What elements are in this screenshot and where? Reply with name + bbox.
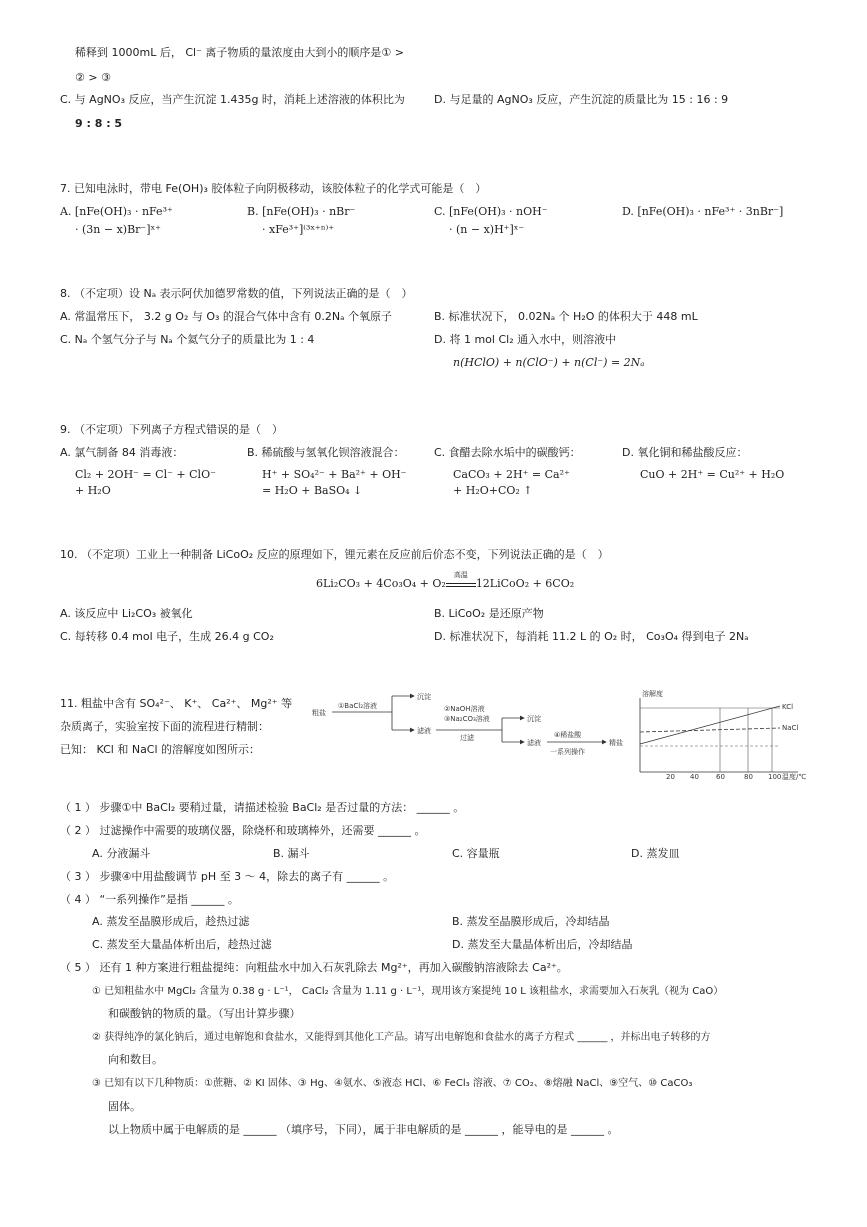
- flow-precip1: 沉淀: [417, 693, 431, 701]
- q10-option-b: B. LiCoO₂ 是还原产物: [434, 607, 544, 620]
- q10-equation-left: 6Li₂CO₃ + 4Co₃O₄ + O₂: [316, 577, 446, 590]
- q11-part5-item2-line2: 向和数目。: [108, 1053, 163, 1066]
- graph-xtick-3: 60: [716, 773, 725, 781]
- graph-xtick-2: 40: [690, 773, 699, 781]
- q11-part4: （ 4 ） “一系列操作”是指 ______ 。: [60, 893, 239, 906]
- q9-option-c-line1: C. 食醋去除水垢中的碳酸钙：: [434, 446, 581, 459]
- q7-option-b-line2: · xFe³⁺]⁽³ˣ⁺ⁿ⁾⁺: [262, 223, 335, 236]
- q6-option-b-line2: ② > ③: [75, 71, 111, 84]
- graph-xtick-1: 20: [666, 773, 675, 781]
- q9-option-c-line3: + H₂O+CO₂ ↑: [453, 484, 533, 497]
- solubility-graph: [630, 688, 810, 780]
- q11-part4-option-d: D. 蒸发至大量晶体析出后，冷却结晶: [452, 938, 633, 951]
- q6-option-c: C. 与 AgNO₃ 反应，当产生沉淀 1.435g 时，消耗上述溶液的体积比为: [60, 93, 405, 106]
- q8-stem: 8. （不定项）设 Nₐ 表示阿伏加德罗常数的值，下列说法正确的是（ ）: [60, 287, 413, 300]
- q8-option-b: B. 标准状况下， 0.02Nₐ 个 H₂O 的体积大于 448 mL: [434, 310, 698, 323]
- q8-option-d-line2: n(HClO) + n(ClO⁻) + n(Cl⁻) = 2Nₐ: [453, 356, 645, 369]
- graph-xtick-5: 100: [768, 773, 782, 781]
- q11-part5-item1-line1: ① 已知粗盐水中 MgCl₂ 含量为 0.38 g · L⁻¹， CaCl₂ 含量为 1.11 g · L⁻¹，现用该方案提纯 10 L 该粗盐水，求需要加入石灰乳（视为 CaO）: [92, 986, 724, 997]
- q9-option-b-line3: = H₂O + BaSO₄ ↓: [262, 484, 363, 497]
- q9-option-a-line2: Cl₂ + 2OH⁻ = Cl⁻ + ClO⁻: [75, 468, 216, 481]
- q10-equation-right: 12LiCoO₂ + 6CO₂: [475, 577, 575, 590]
- q11-part5-item2-line1: ② 获得纯净的氯化钠后，通过电解饱和食盐水，又能得到其他化工产品。请写出电解饱和食盐水的离子方程式 ______ ，并标出电子转移的方: [92, 1032, 711, 1043]
- q9-option-d-line2: CuO + 2H⁺ = Cu²⁺ + H₂O: [640, 468, 785, 481]
- q9-stem: 9. （不定项）下列离子方程式错误的是（ ）: [60, 423, 283, 436]
- flow-filtrate2: 滤液: [527, 739, 541, 747]
- q9-option-c-line2: CaCO₃ + 2H⁺ = Ca²⁺: [453, 468, 570, 481]
- q11-part5: （ 5 ） 还有 1 种方案进行粗盐提纯：向粗盐水中加入石灰乳除去 Mg²⁺，再加入碳酸钠溶液除去 Ca²⁺。: [60, 961, 568, 974]
- q11-part4-option-b: B. 蒸发至晶膜形成后，冷却结晶: [452, 915, 610, 928]
- flow-step2c: 过滤: [460, 734, 474, 742]
- q7-option-d: D. [nFe(OH)₃ · nFe³⁺ · 3nBr⁻]: [622, 205, 784, 218]
- q11-part2-option-d: D. 蒸发皿: [631, 847, 680, 860]
- q11-part5-item3-line1: ③ 已知有以下几种物质：①蔗糖、② KI 固体、③ Hg、④氨水、⑤液态 HCl、⑥ FeCl₃ 溶液、⑦ CO₂、⑧熔融 NaCl、⑨空气、⑩ CaCO₃: [92, 1078, 693, 1089]
- q9-option-b-line1: B. 稀硫酸与氢氧化钡溶液混合：: [247, 446, 405, 459]
- q10-double-line: [446, 583, 476, 587]
- q11-part2-option-b: B. 漏斗: [273, 847, 310, 860]
- flow-step1: ①BaCl₂溶液: [338, 702, 378, 710]
- q7-option-b-line1: B. [nFe(OH)₃ · nBr⁻: [247, 205, 356, 218]
- q7-option-a-line1: A. [nFe(OH)₃ · nFe³⁺: [60, 205, 173, 218]
- q8-option-a: A. 常温常压下， 3.2 g O₂ 与 O₃ 的混合气体中含有 0.2Nₐ 个氧原子: [60, 310, 392, 323]
- q11-part4-option-a: A. 蒸发至晶膜形成后，趁热过滤: [92, 915, 250, 928]
- q9-option-d-line1: D. 氧化铜和稀盐酸反应：: [622, 446, 748, 459]
- flow-step2b: ③Na₂CO₃溶液: [444, 715, 490, 723]
- q11-part5-item1-line2: 和碳酸钠的物质的量。（写出计算步骤）: [108, 1007, 301, 1020]
- flow-step2a: ②NaOH溶液: [444, 705, 485, 713]
- q11-stem-line3: 已知： KCl 和 NaCl 的溶解度如图所示：: [60, 743, 261, 756]
- q9-option-b-line2: H⁺ + SO₄²⁻ + Ba²⁺ + OH⁻: [262, 468, 407, 481]
- q10-equation: [316, 571, 575, 591]
- graph-xtick-4: 80: [744, 773, 753, 781]
- q7-option-a-line2: · (3n − x)Br⁻]ˣ⁺: [75, 223, 161, 236]
- graph-line-nacl: [640, 728, 780, 732]
- flow-step4b: 一系列操作: [550, 748, 585, 756]
- q11-part5-item3-line2: 固体。: [108, 1100, 141, 1113]
- flow-product: 精盐: [609, 739, 623, 747]
- graph-legend-nacl: NaCl: [782, 724, 799, 732]
- q10-option-d: D. 标准状况下，每消耗 11.2 L 的 O₂ 时， Co₃O₄ 得到电子 2Nₐ: [434, 630, 749, 643]
- q11-part2: （ 2 ） 过滤操作中需要的玻璃仪器，除烧杯和玻璃棒外，还需要 ______ 。: [60, 824, 426, 837]
- q11-part2-option-c: C. 容量瓶: [452, 847, 500, 860]
- flow-start: 粗盐: [312, 709, 326, 717]
- graph-xunit: 温度/℃: [782, 773, 807, 781]
- flow-filtrate1: 滤液: [417, 727, 431, 735]
- q6-option-c-line2: 9 : 8 : 5: [75, 117, 123, 130]
- q11-part1: （ 1 ） 步骤①中 BaCl₂ 要稍过量，请描述检验 BaCl₂ 是否过量的方法： ______ 。: [60, 801, 465, 814]
- q10-reaction-arrow: [446, 571, 476, 587]
- graph-line-kcl: [640, 706, 780, 744]
- q11-part4-option-c: C. 蒸发至大量晶体析出后，趁热过滤: [92, 938, 272, 951]
- flow-step4a: ④稀盐酸: [554, 731, 582, 739]
- q11-stem-line1: 11. 粗盐中含有 SO₄²⁻、 K⁺、 Ca²⁺、 Mg²⁺ 等: [60, 697, 293, 710]
- q10-stem: 10. （不定项）工业上一种制备 LiCoO₂ 反应的原理如下，锂元素在反应前后价态不变，下列说法正确的是（ ）: [60, 548, 609, 561]
- q8-option-d-line1: D. 将 1 mol Cl₂ 通入水中，则溶液中: [434, 333, 617, 346]
- q6-option-d: D. 与足量的 AgNO₃ 反应，产生沉淀的质量比为 15 : 16 : 9: [434, 93, 729, 106]
- graph-ylabel: 溶解度: [642, 690, 663, 698]
- q10-condition: 高温: [453, 571, 468, 579]
- graph-legend-kcl: KCl: [782, 703, 794, 711]
- flow-precip2: 沉淀: [527, 715, 541, 723]
- q11-part2-option-a: A. 分液漏斗: [92, 847, 151, 860]
- purification-flowchart: [310, 688, 623, 778]
- q11-stem-line2: 杂质离子，实验室按下面的流程进行精制：: [60, 720, 269, 733]
- q7-option-c-line1: C. [nFe(OH)₃ · nOH⁻: [434, 205, 548, 218]
- q11-part3: （ 3 ） 步骤④中用盐酸调节 pH 至 3 ～ 4，除去的离子有 ______ 。: [60, 870, 395, 883]
- q11-part5-item3-line3: 以上物质中属于电解质的是 ______ （填序号，下同），属于非电解质的是 ______ ，能导电的是 ______ 。: [108, 1123, 619, 1136]
- q10-option-c: C. 每转移 0.4 mol 电子，生成 26.4 g CO₂: [60, 630, 274, 643]
- q9-option-a-line1: A. 氯气制备 84 消毒液：: [60, 446, 184, 459]
- q9-option-a-line3: + H₂O: [75, 484, 111, 497]
- q10-option-a: A. 该反应中 Li₂CO₃ 被氧化: [60, 607, 193, 620]
- q8-option-c: C. Nₐ 个氢气分子与 Nₐ 个氦气分子的质量比为 1 : 4: [60, 333, 315, 346]
- q7-option-c-line2: · (n − x)H⁺]ˣ⁻: [449, 223, 525, 236]
- q7-stem: 7. 已知电泳时，带电 Fe(OH)₃ 胶体粒子向阴极移动，该胶体粒子的化学式可能是（ ）: [60, 182, 487, 195]
- q6-option-b-line1: 稀释到 1000mL 后， Cl⁻ 离子物质的量浓度由大到小的顺序是① >: [75, 46, 404, 59]
